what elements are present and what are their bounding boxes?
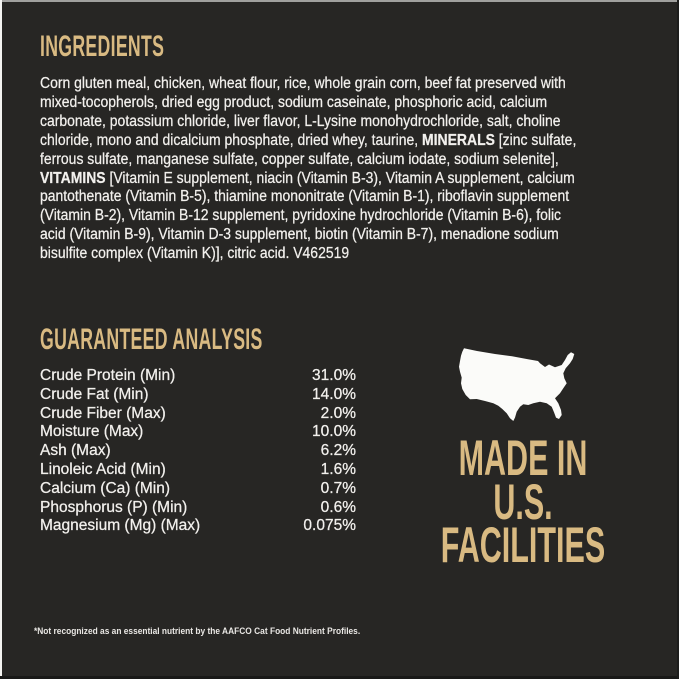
analysis-row xyxy=(40,367,356,386)
ingredients-line: ferrous sulfate, manganese sulfate, copper sulfate, calcium iodate, sodium selenite], xyxy=(40,150,559,168)
analysis-value: 1.6% xyxy=(320,460,356,478)
ingredients-line: Corn gluten meal, chicken, wheat flour, rice, whole grain corn, beef fat preserved with xyxy=(40,75,566,92)
made-in-line: FACILITIES xyxy=(440,517,606,573)
ingredients-text xyxy=(40,75,670,264)
analysis-value: 2.0% xyxy=(320,404,356,422)
analysis-label: Linoleic Acid (Min) xyxy=(40,460,166,478)
analysis-row xyxy=(40,386,356,405)
top-edge-strip xyxy=(0,0,679,2)
analysis-row xyxy=(40,480,356,499)
analysis-row xyxy=(40,423,356,442)
analysis-value: 14.0% xyxy=(312,385,356,403)
analysis-row xyxy=(40,442,356,461)
ingredients-line: carbonate, potassium chloride, liver flavor, L-Lysine monohydrochloride, salt, choline xyxy=(40,112,561,130)
ingredients-line: (Vitamin B-2), Vitamin B-12 supplement, pyridoxine hydrochloride (Vitamin B-6), folic xyxy=(40,207,562,225)
ingredients-line: acid (Vitamin B-9), Vitamin D-3 supplement, biotin (Vitamin B-7), menadione sodium xyxy=(40,226,559,244)
analysis-label: Moisture (Max) xyxy=(40,423,144,441)
analysis-label: Ash (Max) xyxy=(40,442,111,460)
analysis-label: Magnesium (Mg) (Max) xyxy=(40,517,201,535)
ingredients-line: VITAMINS [Vitamin E supplement, niacin (Vitamin B-3), Vitamin A supplement, calcium xyxy=(40,169,575,187)
left-edge-strip xyxy=(0,0,2,679)
analysis-row xyxy=(40,461,356,480)
aafco-footnote: *Not recognized as an essential nutrient by the AAFCO Cat Food Nutrient Profiles. xyxy=(34,626,361,636)
analysis-label: Phosphorus (P) (Min) xyxy=(40,498,188,516)
ingredients-line: pantothenate (Vitamin B-5), thiamine mononitrate (Vitamin B-1), riboflavin supplement xyxy=(40,188,570,206)
analysis-value: 0.075% xyxy=(303,517,356,535)
ingredients-line: bisulfite complex (Vitamin K)], citric acid. V462519 xyxy=(40,245,350,263)
analysis-row xyxy=(40,499,356,518)
made-in-line: U.S. xyxy=(493,473,553,530)
ingredients-section-title: INGREDIENTS xyxy=(40,30,165,63)
analysis-label: Crude Fiber (Max) xyxy=(40,404,166,422)
analysis-row xyxy=(40,405,356,424)
analysis-value: 6.2% xyxy=(320,442,356,460)
analysis-value: 10.0% xyxy=(312,423,356,441)
analysis-value: 0.7% xyxy=(320,479,356,497)
analysis-label: Crude Protein (Min) xyxy=(40,367,176,384)
guaranteed-analysis-table xyxy=(40,367,356,536)
usa-map-icon xyxy=(452,343,580,429)
analysis-row xyxy=(40,517,356,536)
analysis-label: Calcium (Ca) (Min) xyxy=(40,479,171,497)
made-in-us-facilities-text xyxy=(363,430,679,573)
made-in-line: MADE IN xyxy=(458,430,588,486)
guaranteed-analysis-section-title: GUARANTEED ANALYSIS xyxy=(40,323,263,356)
ingredients-line: chloride, mono and dicalcium phosphate, dried whey, taurine, MINERALS [zinc sulfate, xyxy=(40,131,577,149)
analysis-label: Crude Fat (Min) xyxy=(40,385,149,403)
analysis-value: 31.0% xyxy=(312,367,356,384)
ingredients-line: mixed-tocopherols, dried egg product, sodium caseinate, phosphoric acid, calcium xyxy=(40,93,548,111)
analysis-value: 0.6% xyxy=(320,498,356,516)
